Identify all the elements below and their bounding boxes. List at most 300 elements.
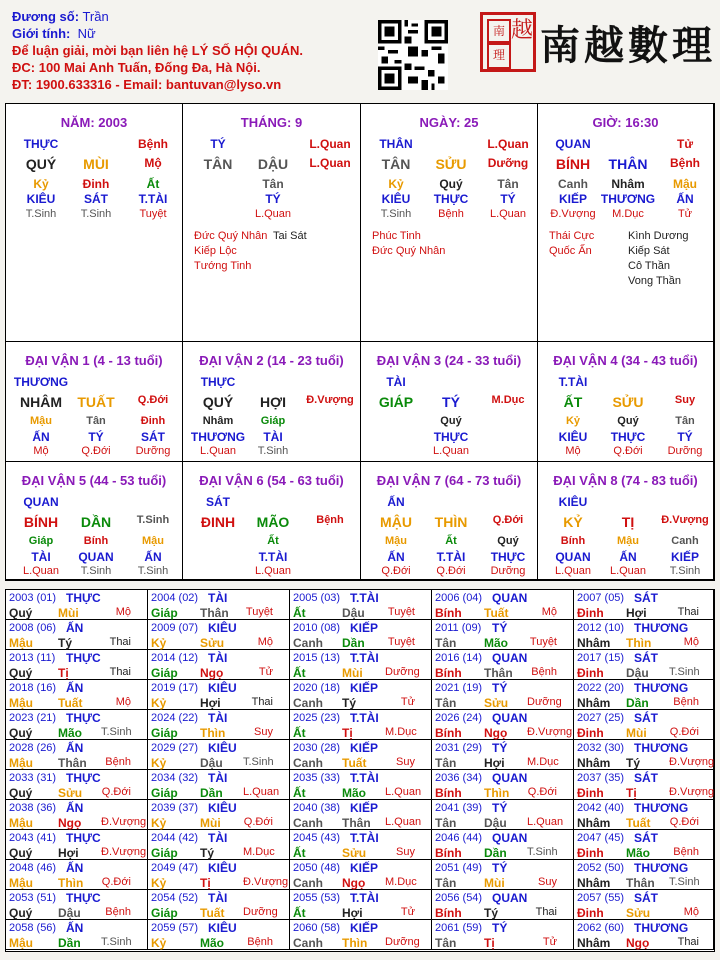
year-cell[interactable] (148, 830, 290, 860)
year-cell[interactable] (6, 740, 148, 770)
year-label: 2053 (51) (9, 892, 57, 904)
year-stem: Bính (435, 846, 462, 860)
year-stem: Quý (9, 906, 33, 920)
brand-seal (480, 12, 536, 72)
year-god: KIÊU (208, 621, 237, 635)
year-god: TÝ (492, 741, 508, 755)
dai-van-hidden: Bính (83, 535, 109, 547)
dai-van-main: QUÝ (202, 394, 234, 410)
year-stage: Mộ (683, 636, 699, 648)
year-cell[interactable] (290, 710, 432, 740)
year-stage: Tử (542, 936, 557, 948)
address-line: ĐC: 100 Mai Anh Tuấn, Đống Đa, Hà Nội. (12, 60, 261, 75)
year-branch: Dậu (200, 756, 223, 770)
year-stage: L.Quan (243, 786, 280, 798)
year-god: QUAN (492, 711, 528, 725)
year-stage: Bệnh (105, 906, 131, 918)
year-label: 2015 (13) (293, 652, 341, 664)
year-god: TÀI (208, 711, 228, 725)
dai-van-stage: L.Quan (432, 445, 470, 457)
year-cell[interactable] (6, 620, 148, 650)
dai-van-stage: L.Quan (609, 565, 647, 577)
dai-van-title: ĐẠI VẬN 3 (24 - 33 tuổi) (376, 353, 522, 368)
year-god: THƯƠNG (634, 801, 689, 815)
pillar-main: Dưỡng (487, 156, 529, 170)
year-branch: Thìn (58, 876, 84, 890)
year-god: THỰC (66, 591, 101, 605)
year-stage: Thai (677, 606, 699, 618)
year-cell[interactable] (290, 590, 432, 620)
year-cell[interactable] (432, 590, 574, 620)
year-label: 2021 (19) (435, 682, 483, 694)
year-god: T.TÀI (350, 831, 379, 845)
year-cell[interactable] (432, 710, 574, 740)
dai-van-hidden-god: TÀI (263, 430, 283, 444)
year-cell[interactable] (574, 590, 714, 620)
dai-van-main: T.Sinh (136, 514, 170, 526)
year-stage: L.Quan (385, 816, 422, 828)
year-stem: Ất (293, 906, 306, 920)
year-label: 2004 (02) (151, 592, 199, 604)
star-item: Kình Dương (628, 230, 689, 242)
year-label: 2022 (20) (577, 682, 625, 694)
year-label: 2040 (38) (293, 802, 341, 814)
year-stem: Bính (435, 666, 462, 680)
dai-van-main: ẤT (563, 394, 583, 410)
year-cell[interactable] (574, 710, 714, 740)
pillar-top: TÝ (210, 137, 226, 151)
year-god: THƯƠNG (634, 741, 689, 755)
year-label: 2056 (54) (435, 892, 483, 904)
dai-van-hidden-god: T.TÀI (436, 550, 466, 564)
year-stem: Kỷ (151, 876, 167, 890)
dai-van-hidden-god: THỰC (433, 430, 469, 444)
star-item: Vong Thần (628, 275, 682, 287)
year-label: 2029 (27) (151, 742, 199, 754)
year-cell[interactable] (432, 800, 574, 830)
star-item: Đức Quý Nhân (372, 245, 446, 257)
year-cell[interactable] (574, 650, 714, 680)
year-branch: Ngọ (484, 726, 508, 740)
year-cell[interactable] (432, 860, 574, 890)
year-god: ẤN (66, 681, 84, 695)
year-stem: Nhâm (577, 636, 611, 650)
year-god: THƯƠNG (634, 681, 689, 695)
year-branch: Thìn (200, 726, 226, 740)
year-god: KIẾP (350, 861, 379, 875)
year-god: KIẾP (350, 801, 379, 815)
year-branch: Mão (200, 936, 224, 950)
year-stage: Mộ (683, 906, 699, 918)
annual-table (5, 589, 715, 952)
year-cell[interactable] (290, 800, 432, 830)
year-branch: Tị (484, 936, 495, 950)
year-cell[interactable] (432, 740, 574, 770)
year-god: THỰC (66, 651, 101, 665)
year-label: 2030 (28) (293, 742, 341, 754)
dai-van-stage: T.Sinh (137, 565, 169, 577)
year-stem: Ất (293, 606, 306, 620)
year-god: TÝ (492, 801, 508, 815)
year-stem: Nhâm (577, 696, 611, 710)
year-label: 2035 (33) (293, 772, 341, 784)
dai-van-stage: Dưỡng (135, 445, 171, 457)
year-stage: Suy (396, 846, 415, 858)
year-cell[interactable] (432, 620, 574, 650)
year-cell[interactable] (148, 710, 290, 740)
dai-van-hidden-god: ẤN (144, 550, 162, 564)
year-god: QUAN (492, 771, 528, 785)
pillar-stage: T.Sinh (80, 208, 112, 220)
year-stage: Q.Đới (243, 816, 273, 828)
year-god: KIÊU (208, 921, 237, 935)
dai-van-main: DẦN (80, 514, 112, 530)
pillar-hidden: Kỷ (33, 177, 49, 191)
year-cell[interactable] (6, 710, 148, 740)
year-cell[interactable] (6, 920, 148, 950)
year-branch: Tuất (342, 756, 367, 770)
year-stage: Tuyệt (387, 606, 415, 618)
year-stem: Tân (435, 816, 457, 830)
year-label: 2041 (39) (435, 802, 483, 814)
year-cell[interactable] (574, 830, 714, 860)
dai-van-hidden-god: KIẾP (670, 550, 699, 564)
year-cell[interactable] (148, 770, 290, 800)
pillar-hidden: Đinh (82, 177, 110, 191)
year-cell[interactable] (290, 620, 432, 650)
year-god: KIẾP (350, 921, 379, 935)
dai-van-stage: T.Sinh (80, 565, 112, 577)
year-cell[interactable] (290, 650, 432, 680)
pillar-top: QUAN (555, 137, 591, 151)
star-item: Kiếp Sát (628, 245, 670, 257)
year-stem: Giáp (151, 786, 178, 800)
dai-van-cell (6, 462, 183, 580)
dai-van-cell (183, 462, 361, 580)
year-branch: Ngọ (626, 936, 650, 950)
year-branch: Tuất (484, 606, 509, 620)
year-cell[interactable] (432, 920, 574, 950)
year-cell[interactable] (290, 890, 432, 920)
year-label: 2047 (45) (577, 832, 625, 844)
year-branch: Tị (58, 666, 69, 680)
dai-van-stage: L.Quan (554, 565, 592, 577)
year-stage: T.Sinh (101, 936, 132, 948)
dai-van-main: TỊ (621, 514, 635, 530)
year-label: 2023 (21) (9, 712, 57, 724)
year-stage: L.Quan (527, 816, 564, 828)
year-stage: Dưỡng (385, 936, 420, 948)
dai-van-main: ĐINH (200, 514, 236, 530)
year-label: 2003 (01) (9, 592, 57, 604)
year-label: 2052 (50) (577, 862, 625, 874)
year-god: THƯƠNG (634, 621, 689, 635)
dai-van-hidden-god: THƯƠNG (190, 430, 246, 444)
year-cell[interactable] (290, 740, 432, 770)
dai-van-hidden: Quý (440, 415, 462, 427)
year-cell[interactable] (6, 890, 148, 920)
year-branch: Dậu (58, 906, 81, 920)
year-label: 2028 (26) (9, 742, 57, 754)
pillar-main: THÂN (608, 156, 648, 172)
pillar-title: GIỜ: 16:30 (592, 115, 659, 130)
year-stage: Q.Đới (101, 876, 131, 888)
year-cell[interactable] (148, 680, 290, 710)
year-branch: Hợi (58, 846, 79, 860)
year-label: 2009 (07) (151, 622, 199, 634)
dai-van-hidden: Mậu (30, 415, 52, 427)
year-cell[interactable] (148, 650, 290, 680)
year-cell[interactable] (6, 650, 148, 680)
year-cell[interactable] (148, 620, 290, 650)
pillar-main: TÂN (381, 156, 411, 172)
year-stage: Q.Đới (101, 786, 131, 798)
stars-left (194, 229, 267, 274)
year-stem: Canh (293, 876, 323, 890)
year-god: KIẾP (350, 621, 379, 635)
year-cell[interactable] (148, 890, 290, 920)
dai-van-god: T.TÀI (558, 375, 588, 389)
year-stem: Kỷ (151, 636, 167, 650)
year-cell[interactable] (148, 800, 290, 830)
year-god: THỰC (66, 771, 101, 785)
year-label: 2005 (03) (293, 592, 341, 604)
year-branch: Thân (626, 876, 655, 890)
year-god: T.TÀI (350, 651, 379, 665)
year-cell[interactable] (574, 770, 714, 800)
year-cell[interactable] (574, 680, 714, 710)
year-stem: Đinh (577, 726, 604, 740)
dai-van-hidden: Tân (86, 415, 106, 427)
year-god: QUAN (492, 891, 528, 905)
pillar-god: TÝ (500, 192, 516, 206)
year-cell[interactable] (6, 590, 148, 620)
year-stage: Dưỡng (243, 906, 278, 918)
year-god: T.TÀI (350, 711, 379, 725)
year-branch: Thân (484, 666, 513, 680)
year-branch: Thân (342, 816, 371, 830)
year-label: 2050 (48) (293, 862, 341, 874)
year-branch: Tuất (626, 816, 651, 830)
dai-van-hidden-god: TÝ (677, 430, 693, 444)
pillar-main: SỬU (435, 156, 467, 172)
year-branch: Dần (58, 936, 81, 950)
year-stage: Thai (109, 636, 131, 648)
dai-van-title: ĐẠI VẬN 6 (54 - 63 tuổi) (199, 473, 344, 488)
year-cell[interactable] (432, 890, 574, 920)
year-cell[interactable] (6, 800, 148, 830)
pillar-main: BÍNH (555, 156, 591, 172)
year-stem: Canh (293, 816, 323, 830)
year-stem: Quý (9, 726, 33, 740)
year-god: ẤN (66, 801, 84, 815)
year-cell[interactable] (148, 740, 290, 770)
seal-char: 理 (487, 43, 511, 69)
year-branch: Dậu (342, 606, 365, 620)
pillar-hidden: Canh (558, 177, 588, 191)
dai-van-main: Bệnh (316, 514, 344, 526)
pillar-top: L.Quan (487, 137, 529, 151)
dai-van-hidden-god: ẤN (387, 550, 405, 564)
year-stem: Giáp (151, 666, 178, 680)
dai-van-hidden: Mậu (617, 535, 639, 547)
year-cell[interactable] (432, 650, 574, 680)
pillar-god: T.TÀI (138, 192, 168, 206)
dai-van-god: ẤN (387, 495, 405, 509)
year-stage: Suy (396, 756, 415, 768)
year-label: 2032 (30) (577, 742, 625, 754)
dai-van-title: ĐẠI VẬN 2 (14 - 23 tuổi) (199, 353, 344, 368)
dai-van-stage: Q.Đới (81, 445, 111, 457)
year-stem: Quý (9, 846, 33, 860)
year-stage: Tuyệt (529, 636, 557, 648)
year-stage: Thai (677, 936, 699, 948)
year-cell[interactable] (148, 860, 290, 890)
dai-van-stage: T.Sinh (257, 445, 289, 457)
year-branch: Hợi (626, 606, 647, 620)
year-god: KIẾP (350, 741, 379, 755)
year-stem: Nhâm (577, 756, 611, 770)
year-cell[interactable] (290, 830, 432, 860)
year-branch: Thìn (342, 936, 368, 950)
year-stage: Q.Đới (669, 816, 699, 828)
dai-van-cell (6, 342, 183, 462)
year-cell[interactable] (432, 830, 574, 860)
year-label: 2043 (41) (9, 832, 57, 844)
year-cell[interactable] (290, 920, 432, 950)
year-stem: Mậu (9, 636, 33, 650)
dai-van-main: BÍNH (23, 514, 59, 530)
year-cell[interactable] (148, 920, 290, 950)
pillar-hidden: Nhâm (611, 177, 645, 191)
year-stem: Mậu (9, 936, 33, 950)
seal-char: 南 (487, 19, 511, 43)
stars-left (549, 229, 594, 259)
pillar-main: TÂN (203, 156, 233, 172)
year-label: 2058 (56) (9, 922, 57, 934)
year-cell[interactable] (6, 680, 148, 710)
year-god: T.TÀI (350, 591, 379, 605)
pillar-cell (183, 104, 361, 342)
year-stage: Thai (251, 696, 273, 708)
pillar-main: QUÝ (25, 156, 57, 172)
dai-van-hidden-god: TÀI (31, 550, 51, 564)
dai-van-title: ĐẠI VẬN 1 (4 - 13 tuổi) (25, 353, 163, 368)
pillar-title: THÁNG: 9 (240, 115, 303, 130)
year-cell[interactable] (432, 680, 574, 710)
year-label: 2059 (57) (151, 922, 199, 934)
dai-van-main: TUẤT (77, 394, 115, 410)
year-cell[interactable] (574, 620, 714, 650)
year-cell[interactable] (6, 770, 148, 800)
dai-van-main: Đ.Vượng (306, 394, 354, 406)
year-label: 2057 (55) (577, 892, 625, 904)
year-stage: Đ.Vượng (527, 726, 573, 738)
pillar-main: Bệnh (670, 156, 700, 170)
year-stem: Mậu (9, 696, 33, 710)
year-cell[interactable] (574, 920, 714, 950)
pillar-god: KIÊU (26, 192, 56, 206)
star-item: Kiếp Lộc (194, 245, 237, 257)
year-label: 2060 (58) (293, 922, 341, 934)
year-cell[interactable] (574, 740, 714, 770)
dai-van-main: MÃO (256, 514, 290, 530)
year-cell[interactable] (574, 890, 714, 920)
year-cell[interactable] (6, 860, 148, 890)
year-cell[interactable] (290, 770, 432, 800)
year-stage: Bệnh (673, 846, 699, 858)
year-label: 2017 (15) (577, 652, 625, 664)
year-god: TÝ (492, 681, 508, 695)
year-stage: Bệnh (673, 696, 699, 708)
dai-van-cell (361, 342, 538, 462)
year-stem: Tân (435, 756, 457, 770)
dai-van-god: KIÊU (558, 495, 588, 509)
seal-char: 越 (511, 17, 534, 42)
year-cell[interactable] (432, 770, 574, 800)
dai-van-stage: Q.Đới (436, 565, 466, 577)
year-branch: Thân (58, 756, 87, 770)
dai-van-cell (538, 342, 714, 462)
year-cell[interactable] (290, 680, 432, 710)
year-label: 2034 (32) (151, 772, 199, 784)
year-branch: Mùi (484, 876, 505, 890)
brand-title: 南越數理 (540, 22, 716, 69)
year-branch: Mùi (200, 816, 221, 830)
year-stage: Mộ (541, 606, 557, 618)
year-cell[interactable] (148, 590, 290, 620)
year-stem: Canh (293, 756, 323, 770)
dai-van-stage: L.Quan (199, 445, 237, 457)
year-label: 2020 (18) (293, 682, 341, 694)
pillar-god: KIẾP (558, 192, 587, 206)
phone-email-line[interactable]: ĐT: 1900.633316 - Email: bantuvan@lyso.vn (12, 77, 282, 92)
year-stem: Tân (435, 696, 457, 710)
year-cell[interactable] (574, 800, 714, 830)
pillar-main: Mộ (144, 156, 162, 170)
year-branch: Sửu (58, 786, 83, 800)
year-label: 2014 (12) (151, 652, 199, 664)
dai-van-hidden: Nhâm (202, 415, 234, 427)
year-god: TÀI (208, 831, 228, 845)
dai-van-hidden: Bính (560, 535, 586, 547)
pillar-top: THÂN (379, 137, 413, 151)
year-cell[interactable] (290, 860, 432, 890)
year-label: 2026 (24) (435, 712, 483, 724)
year-label: 2049 (47) (151, 862, 199, 874)
year-god: SÁT (634, 591, 658, 605)
year-cell[interactable] (574, 860, 714, 890)
year-stem: Nhâm (577, 816, 611, 830)
year-cell[interactable] (6, 830, 148, 860)
year-stem: Đinh (577, 666, 604, 680)
year-stage: Bệnh (247, 936, 273, 948)
year-god: KIÊU (208, 801, 237, 815)
year-branch: Tị (200, 876, 211, 890)
pillar-hidden: Mậu (673, 177, 697, 191)
year-branch: Tý (342, 696, 357, 710)
gender-label: Giới tính: (12, 26, 71, 41)
year-stem: Mậu (9, 876, 33, 890)
year-label: 2019 (17) (151, 682, 199, 694)
year-branch: Sửu (484, 696, 509, 710)
dai-van-stage: Mộ (565, 445, 581, 457)
pillar-hidden: Kỷ (388, 177, 404, 191)
pillar-stage: Bệnh (438, 208, 464, 220)
dai-van-hidden-god: THỰC (610, 430, 646, 444)
year-stage: Đ.Vượng (101, 846, 147, 858)
pillar-stage: Tử (677, 208, 693, 220)
